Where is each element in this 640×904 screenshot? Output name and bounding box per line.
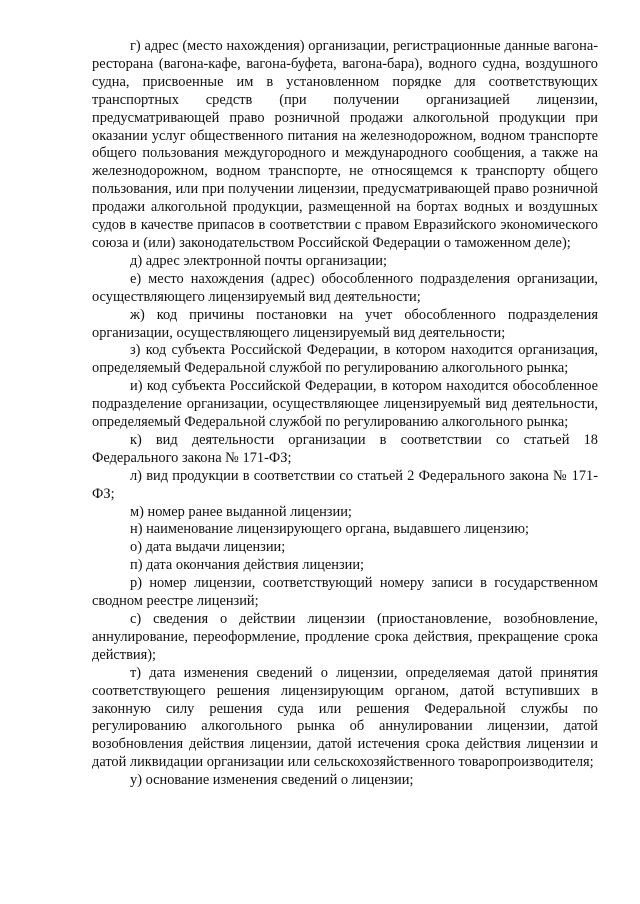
paragraph-k: к) вид деятельности организации в соответствии со статьей 18 Федерального закона № 171-ФЗ;	[92, 431, 598, 466]
paragraph-m: м) номер ранее выданной лицензии;	[130, 503, 352, 520]
paragraph-r: р) номер лицензии, соответствующий номеру записи в государственном сводном реестре лицензий;	[92, 575, 598, 610]
paragraph-t: т) дата изменения сведений о лицензии, определяемая датой принятия соответствующего решения лицензирующим органом, датой вступивших в законную силу решения суда или решения Федеральной службы по регулированию алкогольного рынка об аннулировании лицензии, датой возобновления действия лицензии, датой истечения срока действия лицензии и датой ликвидации организации или сельскохозяйственного товаропроизводителя;	[92, 664, 598, 771]
paragraph-z: з) код субъекта Российской Федерации, в котором находится организация, определяемый Федеральной службой по регулированию алкогольного рынка;	[92, 342, 598, 377]
paragraph-zh: ж) код причины постановки на учет обособленного подразделения организации, осуществляющего лицензируемый вид деятельности;	[92, 306, 598, 341]
document-page	[92, 38, 598, 790]
paragraph-u: у) основание изменения сведений о лицензии;	[130, 772, 414, 789]
paragraph-d: д) адрес электронной почты организации;	[130, 252, 387, 269]
paragraph-s: с) сведения о действии лицензии (приостановление, возобновление, аннулирование, переоформление, продление срока действия, прекращение срока действия);	[92, 611, 598, 663]
paragraph-l: л) вид продукции в соответствии со статьей 2 Федерального закона № 171-ФЗ;	[92, 467, 598, 502]
paragraph-p: п) дата окончания действия лицензии;	[130, 557, 365, 574]
paragraph-e: е) место нахождения (адрес) обособленного подразделения организации, осуществляющего лицензируемый вид деятельности;	[92, 270, 598, 305]
paragraph-o: о) дата выдачи лицензии;	[130, 539, 286, 556]
paragraph-n: н) наименование лицензирующего органа, выдавшего лицензию;	[130, 521, 530, 538]
paragraph-i: и) код субъекта Российской Федерации, в котором находится обособленное подразделение организации, осуществляющее лицензируемый вид деятельности, определяемый Федеральной службой по регулированию алкогольного рынка;	[92, 378, 598, 431]
paragraph-g: г) адрес (место нахождения) организации, регистрационные данные вагона-ресторана (вагона-кафе, вагона-буфета, вагона-бара), водного судна, воздушного судна, присвоенные им в установленном порядке для соответствующих транспортных средств (при получении организацией лицензии, предусматривающей право розничной продажи алкогольной продукции при оказании услуг общественного питания на железнодорожном, водном транспорте общего пользования междугородного и международного сообщения, а также на железнодорожном, водном транспорте, не относящемся к транспорту общего пользования, или при получении лицензии, предусматривающей право розничной продажи алкогольной продукции, размещенной на бортах водных и воздушных судов в качестве припасов в соответствии с правом Евразийского экономического союза и (или) законодательством Российской Федерации о таможенном деле);	[92, 38, 598, 251]
